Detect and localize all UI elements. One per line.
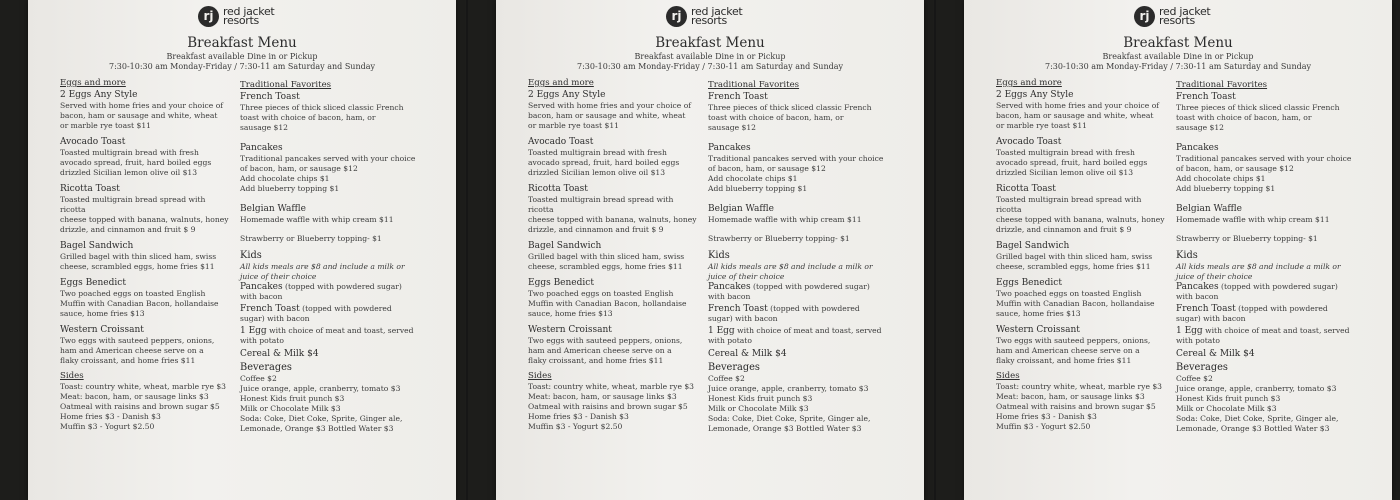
- section-traditional-favorites: Traditional Favorites: [1176, 80, 1268, 90]
- menu-item: [528, 89, 700, 131]
- logo-mark-icon: rj: [198, 6, 219, 27]
- item-name: Avocado Toast: [60, 137, 126, 147]
- menu-subtitle-availability: Breakfast available Dine in or Pickup: [634, 52, 786, 61]
- kids-note: All kids meals are $8 and include a milk or juice of their choice: [708, 262, 873, 281]
- menu-item: [60, 89, 232, 131]
- menu-subtitle-hours: 7:30-10:30 am Monday-Friday / 7:30-11 am Saturday and Sunday: [576, 62, 844, 71]
- sides-list: Toast: country white, wheat, marble rye $3 Meat: bacon, ham, or sausage links $3 Oatmeal with raisins and brown sugar $5 Home fries $3 - Danish $3 Muffin $3 - Yogurt $2.50: [528, 382, 695, 431]
- item-name: French Toast: [240, 92, 300, 102]
- menu-item: [996, 89, 1168, 131]
- item-name: Eggs Benedict: [60, 278, 126, 288]
- item-name: Bagel Sandwich: [60, 241, 134, 251]
- cereal-item: Cereal & Milk $4: [1176, 349, 1255, 359]
- waffle-topping: Strawberry or Blueberry topping- $1: [240, 234, 382, 243]
- menu-item: [528, 277, 700, 319]
- item-name: Western Croissant: [996, 325, 1080, 335]
- cereal-item: Cereal & Milk $4: [708, 349, 787, 359]
- logo-line-2: resorts: [1159, 14, 1195, 27]
- item-description: Traditional pancakes served with your choice of bacon, ham, or sausage $12 Add chocolate chips $1 Add blueberry topping $1: [1176, 154, 1352, 193]
- menu-sheet: [28, 0, 456, 500]
- waffle-topping: Strawberry or Blueberry topping- $1: [1176, 234, 1318, 243]
- item-name: 2 Eggs Any Style: [60, 90, 138, 100]
- section-eggs-and-more: Eggs and more: [528, 78, 594, 88]
- right-column: [708, 80, 908, 434]
- resort-logo: [1134, 3, 1210, 29]
- logo-line-1: red jacket: [223, 4, 275, 18]
- menu-item: [996, 183, 1168, 235]
- item-name: Pancakes: [240, 143, 283, 153]
- kids-note: All kids meals are $8 and include a milk or juice of their choice: [1176, 262, 1341, 281]
- kids-item: French Toast (topped with powdered sugar) with bacon: [1176, 304, 1328, 323]
- item-description: Two poached eggs on toasted English Muffin with Canadian Bacon, hollandaise sauce, home fries $13: [528, 289, 687, 318]
- item-name: Eggs Benedict: [996, 278, 1062, 288]
- section-beverages: Beverages: [240, 362, 292, 373]
- item-name: Belgian Waffle: [240, 204, 306, 214]
- item-description: Two eggs with sauteed peppers, onions, ham and American cheese serve on a flaky croissant, and home fries $11: [60, 336, 215, 365]
- menu-item: [528, 324, 700, 366]
- kids-item: 1 Egg with choice of meat and toast, served with potato: [240, 326, 414, 345]
- item-name: Belgian Waffle: [1176, 204, 1242, 214]
- logo-line-2: resorts: [691, 14, 727, 27]
- item-description: Served with home fries and your choice of bacon, ham or sausage and white, wheat or marble rye toast $11: [528, 101, 692, 130]
- section-kids: Kids: [1176, 250, 1198, 261]
- kids-item: 1 Egg with choice of meat and toast, served with potato: [708, 326, 882, 345]
- section-eggs-and-more: Eggs and more: [60, 78, 126, 88]
- left-column: [996, 78, 1168, 432]
- item-description: Served with home fries and your choice of bacon, ham or sausage and white, wheat or marble rye toast $11: [996, 101, 1160, 130]
- item-description: Traditional pancakes served with your choice of bacon, ham, or sausage $12 Add chocolate chips $1 Add blueberry topping $1: [240, 154, 416, 193]
- item-name: Ricotta Toast: [996, 184, 1056, 194]
- item-name: Belgian Waffle: [708, 204, 774, 214]
- section-beverages: Beverages: [708, 362, 760, 373]
- item-name: French Toast: [708, 92, 768, 102]
- item-name: Bagel Sandwich: [996, 241, 1070, 251]
- item-description: Homemade waffle with whip cream $11: [240, 215, 394, 224]
- item-description: Toasted multigrain bread spread with ricotta cheese topped with banana, walnuts, honey drizzle, and cinnamon and fruit $ 9: [60, 195, 229, 234]
- logo-mark-icon: rj: [666, 6, 687, 27]
- item-description: Two poached eggs on toasted English Muffin with Canadian Bacon, hollandaise sauce, home fries $13: [60, 289, 219, 318]
- item-description: Two poached eggs on toasted English Muffin with Canadian Bacon, hollandaise sauce, home fries $13: [996, 289, 1155, 318]
- item-name: Ricotta Toast: [60, 184, 120, 194]
- sides-list: Toast: country white, wheat, marble rye $3 Meat: bacon, ham, or sausage links $3 Oatmeal with raisins and brown sugar $5 Home fries $3 - Danish $3 Muffin $3 - Yogurt $2.50: [60, 382, 227, 431]
- menu-item: [528, 240, 700, 272]
- beverages-list: Coffee $2 Juice orange, apple, cranberry, tomato $3 Honest Kids fruit punch $3 Milk or Chocolate Milk $3 Soda: Coke, Diet Coke, Sprite, Ginger ale, Lemonade, Orange $3 Bottled Water $3: [708, 374, 871, 433]
- kids-item: 1 Egg with choice of meat and toast, served with potato: [1176, 326, 1350, 345]
- menu-photo-3: [936, 0, 1400, 500]
- item-description: Toasted multigrain bread spread with ricotta cheese topped with banana, walnuts, honey drizzle, and cinnamon and fruit $ 9: [996, 195, 1165, 234]
- item-name: Ricotta Toast: [528, 184, 588, 194]
- item-description: Grilled bagel with thin sliced ham, swiss cheese, scrambled eggs, home fries $11: [996, 252, 1153, 271]
- section-sides: Sides: [528, 371, 552, 381]
- item-name: Avocado Toast: [528, 137, 594, 147]
- section-beverages: Beverages: [1176, 362, 1228, 373]
- logo-line-2: resorts: [223, 14, 259, 27]
- menu-item: [60, 240, 232, 272]
- logo-line-1: red jacket: [1159, 4, 1211, 18]
- kids-item: Pancakes (topped with powdered sugar) with bacon: [1176, 282, 1338, 301]
- item-name: Pancakes: [708, 143, 751, 153]
- item-description: Toasted multigrain bread spread with ricotta cheese topped with banana, walnuts, honey drizzle, and cinnamon and fruit $ 9: [528, 195, 697, 234]
- kids-note: All kids meals are $8 and include a milk or juice of their choice: [240, 262, 405, 281]
- menu-item: [60, 136, 232, 178]
- kids-item: Pancakes (topped with powdered sugar) with bacon: [240, 282, 402, 301]
- item-description: Two eggs with sauteed peppers, onions, ham and American cheese serve on a flaky croissant, and home fries $11: [528, 336, 683, 365]
- item-name: Western Croissant: [528, 325, 612, 335]
- kids-item: Pancakes (topped with powdered sugar) with bacon: [708, 282, 870, 301]
- right-column: [1176, 80, 1376, 434]
- logo-line-1: red jacket: [691, 4, 743, 18]
- section-traditional-favorites: Traditional Favorites: [708, 80, 800, 90]
- menu-sheet: [964, 0, 1392, 500]
- kids-item: French Toast (topped with powdered sugar) with bacon: [240, 304, 392, 323]
- item-description: Toasted multigrain bread with fresh avocado spread, fruit, hard boiled eggs drizzled Sicilian lemon olive oil $13: [528, 148, 680, 177]
- section-kids: Kids: [240, 250, 262, 261]
- menu-subtitle-availability: Breakfast available Dine in or Pickup: [166, 52, 318, 61]
- menu-item: [60, 183, 232, 235]
- menu-item: [60, 277, 232, 319]
- item-name: Pancakes: [1176, 143, 1219, 153]
- menu-subtitle-availability: Breakfast available Dine in or Pickup: [1102, 52, 1254, 61]
- menu-item: [528, 183, 700, 235]
- menu-title: Breakfast Menu: [1123, 35, 1233, 51]
- menu-item: [528, 136, 700, 178]
- menu-photo-2: [468, 0, 934, 500]
- menu-photo-1: [0, 0, 466, 500]
- left-column: [60, 78, 232, 432]
- item-description: Toasted multigrain bread with fresh avocado spread, fruit, hard boiled eggs drizzled Sicilian lemon olive oil $13: [60, 148, 212, 177]
- item-description: Three pieces of thick sliced classic French toast with choice of bacon, ham, or sausage $12: [708, 103, 872, 132]
- resort-logo: [666, 3, 742, 29]
- menu-subtitle-hours: 7:30-10:30 am Monday-Friday / 7:30-11 am Saturday and Sunday: [1044, 62, 1312, 71]
- section-kids: Kids: [708, 250, 730, 261]
- section-eggs-and-more: Eggs and more: [996, 78, 1062, 88]
- item-name: French Toast: [1176, 92, 1236, 102]
- menu-title: Breakfast Menu: [655, 35, 765, 51]
- menu-item: [996, 324, 1168, 366]
- cereal-item: Cereal & Milk $4: [240, 349, 319, 359]
- menu-item: [60, 324, 232, 366]
- item-description: Served with home fries and your choice of bacon, ham or sausage and white, wheat or marble rye toast $11: [60, 101, 224, 130]
- menu-title: Breakfast Menu: [187, 35, 297, 51]
- section-sides: Sides: [996, 371, 1020, 381]
- menu-item: [996, 277, 1168, 319]
- item-name: Bagel Sandwich: [528, 241, 602, 251]
- menu-item: [996, 136, 1168, 178]
- item-description: Traditional pancakes served with your choice of bacon, ham, or sausage $12 Add chocolate chips $1 Add blueberry topping $1: [708, 154, 884, 193]
- beverages-list: Coffee $2 Juice orange, apple, cranberry, tomato $3 Honest Kids fruit punch $3 Milk or Chocolate Milk $3 Soda: Coke, Diet Coke, Sprite, Ginger ale, Lemonade, Orange $3 Bottled Water $3: [1176, 374, 1339, 433]
- item-name: Western Croissant: [60, 325, 144, 335]
- beverages-list: Coffee $2 Juice orange, apple, cranberry, tomato $3 Honest Kids fruit punch $3 Milk or Chocolate Milk $3 Soda: Coke, Diet Coke, Sprite, Ginger ale, Lemonade, Orange $3 Bottled Water $3: [240, 374, 403, 433]
- item-name: 2 Eggs Any Style: [528, 90, 606, 100]
- item-description: Homemade waffle with whip cream $11: [708, 215, 862, 224]
- left-column: [528, 78, 700, 432]
- section-traditional-favorites: Traditional Favorites: [240, 80, 332, 90]
- item-description: Homemade waffle with whip cream $11: [1176, 215, 1330, 224]
- item-description: Toasted multigrain bread with fresh avocado spread, fruit, hard boiled eggs drizzled Sicilian lemon olive oil $13: [996, 148, 1148, 177]
- item-description: Three pieces of thick sliced classic French toast with choice of bacon, ham, or sausage $12: [240, 103, 404, 132]
- logo-mark-icon: rj: [1134, 6, 1155, 27]
- menu-subtitle-hours: 7:30-10:30 am Monday-Friday / 7:30-11 am Saturday and Sunday: [108, 62, 376, 71]
- menu-sheet: [496, 0, 924, 500]
- item-description: Two eggs with sauteed peppers, onions, ham and American cheese serve on a flaky croissant, and home fries $11: [996, 336, 1151, 365]
- item-name: Eggs Benedict: [528, 278, 594, 288]
- resort-logo: [198, 3, 274, 29]
- menu-item: [996, 240, 1168, 272]
- item-description: Grilled bagel with thin sliced ham, swiss cheese, scrambled eggs, home fries $11: [60, 252, 217, 271]
- right-column: [240, 80, 440, 434]
- kids-item: French Toast (topped with powdered sugar) with bacon: [708, 304, 860, 323]
- item-description: Grilled bagel with thin sliced ham, swiss cheese, scrambled eggs, home fries $11: [528, 252, 685, 271]
- sides-list: Toast: country white, wheat, marble rye $3 Meat: bacon, ham, or sausage links $3 Oatmeal with raisins and brown sugar $5 Home fries $3 - Danish $3 Muffin $3 - Yogurt $2.50: [996, 382, 1163, 431]
- item-name: Avocado Toast: [996, 137, 1062, 147]
- item-description: Three pieces of thick sliced classic French toast with choice of bacon, ham, or sausage $12: [1176, 103, 1340, 132]
- waffle-topping: Strawberry or Blueberry topping- $1: [708, 234, 850, 243]
- item-name: 2 Eggs Any Style: [996, 90, 1074, 100]
- section-sides: Sides: [60, 371, 84, 381]
